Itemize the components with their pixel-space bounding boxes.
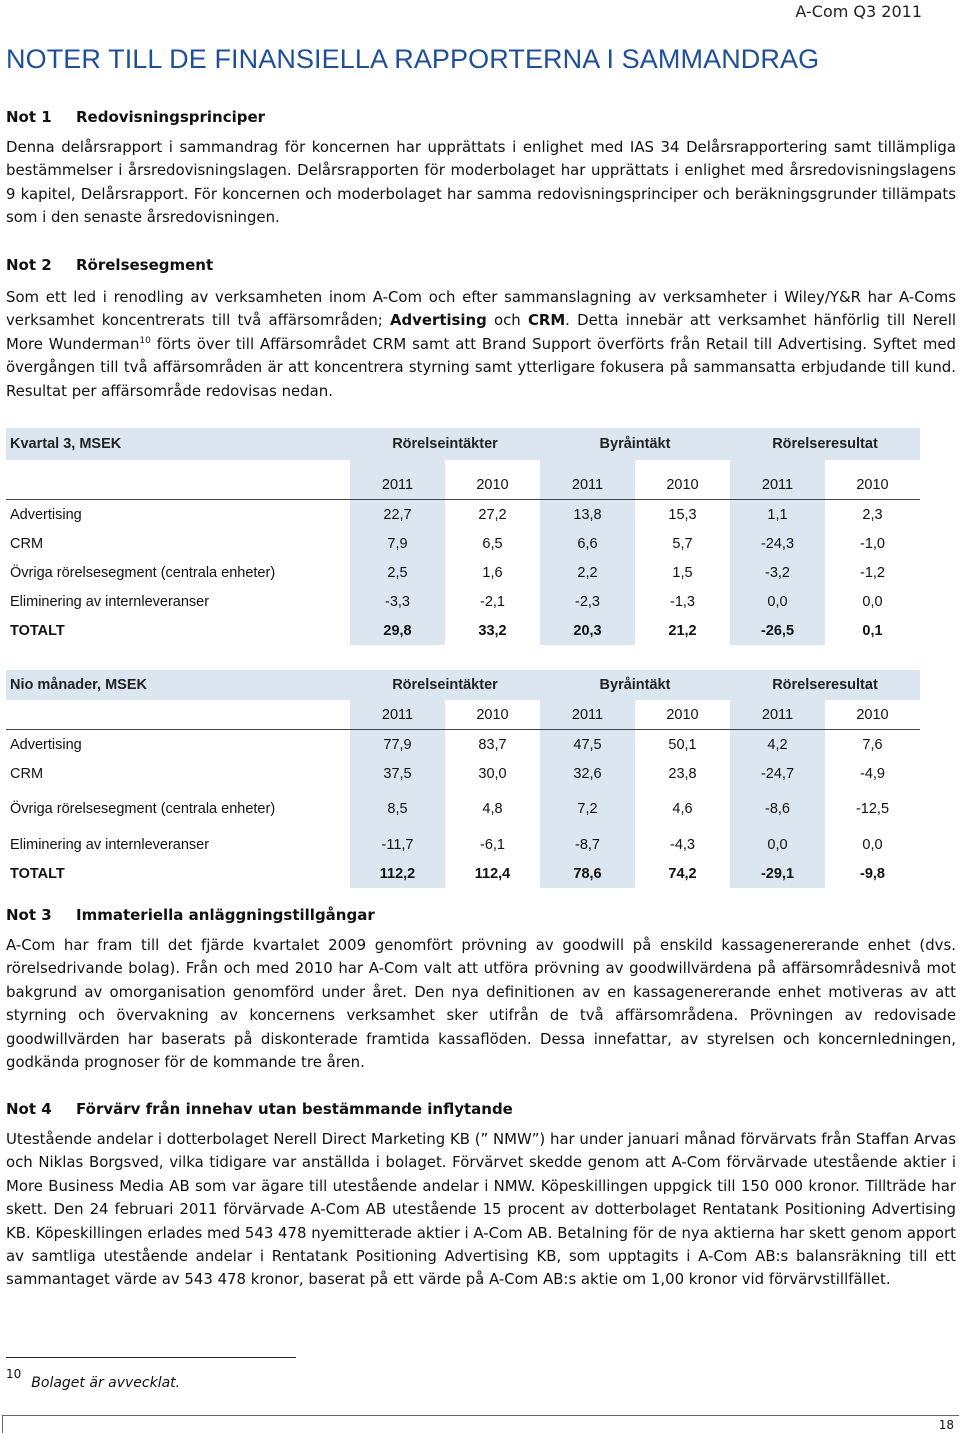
table-row [6, 759, 920, 788]
year-header: 2010 [856, 476, 889, 493]
note-2-text: Som ett led i renodling av verksamheten inom A-Com och efter sammanslagning av verksamheter i Wiley/Y&R har A-Coms verksamhet koncentrerats till två affärsområden; Advertising och CRM. Detta innebär att verksamhet hänförlig till Nerell More Wunderman$^{10}$ förts över till Affärsområdet CRM samt att Brand Support överförts från Retail till Advertising. Syftet med övergången till två affärsområden är att koncentrera styrning samt ytterligare fokusera på sammansatta erbjudande till kund. Resultat per affärsområde redovisas nedan. [6, 288, 956, 400]
cell-value: -4,9 [860, 765, 885, 782]
note-2-heading [6, 256, 213, 274]
table-row [6, 830, 920, 859]
table-title: Nio månader, MSEK [6, 670, 350, 700]
cell-value: -11,7 [350, 830, 445, 859]
table-header-row [6, 670, 920, 700]
cell-value: -8,7 [540, 830, 635, 859]
cell-value: 78,6 [540, 859, 635, 888]
table-header-row [6, 428, 920, 460]
cell-value: 0,0 [730, 830, 825, 859]
group-header: Rörelseintäkter [350, 428, 540, 460]
total-row [6, 859, 920, 888]
year-header: 2010 [666, 476, 699, 493]
cell-value: 112,2 [350, 859, 445, 888]
cell-value: 47,5 [540, 729, 635, 759]
year-row [6, 700, 920, 729]
cell-value: -8,6 [730, 788, 825, 830]
year-header: 2010 [476, 706, 509, 723]
cell-value: 22,7 [350, 499, 445, 529]
cell-value: 5,7 [672, 535, 693, 552]
cell-value: -24,3 [730, 529, 825, 558]
note-2-title: Rörelsesegment [76, 256, 214, 274]
row-label: Övriga rörelsesegment (centrala enheter) [10, 564, 276, 581]
cell-value: 4,8 [482, 801, 503, 817]
table-row [6, 529, 920, 558]
page-number: 18 [938, 1418, 954, 1432]
table-row [6, 558, 920, 587]
cell-value: -2,1 [480, 593, 505, 610]
footnote-divider [6, 1357, 296, 1358]
cell-value: 50,1 [635, 729, 730, 759]
cell-value: 21,2 [668, 622, 697, 639]
row-label: Advertising [6, 729, 350, 759]
cell-value: -29,1 [730, 859, 825, 888]
cell-value: 2,3 [825, 499, 920, 529]
cell-value: 1,5 [672, 564, 693, 581]
cell-value: 23,8 [668, 765, 697, 782]
cell-value: 15,3 [635, 499, 730, 529]
cell-value: 83,7 [445, 729, 540, 759]
cell-value: 1,1 [730, 499, 825, 529]
cell-value: 27,2 [445, 499, 540, 529]
page-title: NOTER TILL DE FINANSIELLA RAPPORTERNA I SAMMANDRAG [6, 44, 820, 74]
table-row [6, 587, 920, 616]
year-row [6, 470, 920, 499]
note-4-number: Not 4 [6, 1100, 52, 1118]
row-label: TOTALT [10, 622, 65, 639]
page-frame [2, 1415, 959, 1433]
row-label: TOTALT [10, 865, 65, 882]
cell-value: 4,2 [730, 729, 825, 759]
cell-value: -3,2 [730, 558, 825, 587]
cell-value: 0,0 [730, 587, 825, 616]
footnote-text: Bolaget är avvecklat. [31, 1375, 181, 1391]
cell-value: 4,6 [672, 801, 693, 817]
cell-value: 13,8 [540, 499, 635, 529]
row-label: Eliminering av internleveranser [10, 836, 210, 853]
note-1-text: Denna delårsrapport i sammandrag för koncernen har upprättats i enlighet med IAS 34 Delårsrapportering samt tillämpliga bestämmelser i årsredovisningslagen. Delårsrapporten för moderbolaget har upprättats i enlighet med årsredovisningslagens 9 kapitel, Delårsrapport. För koncernen och moderbolaget har samma redovisningsprinciper och beräkningsgrunder tillämpats som i den senaste årsredovisningen. [6, 138, 956, 227]
advertising-bold: Advertising [390, 311, 487, 330]
cell-value: -6,1 [480, 836, 505, 853]
group-header: Byråintäkt [540, 428, 730, 460]
row-label: Övriga rörelsesegment (centrala enheter) [10, 801, 276, 817]
cell-value: 37,5 [350, 759, 445, 788]
footnote [6, 1367, 181, 1391]
cell-value: 74,2 [668, 865, 697, 882]
note-4-title: Förvärv från innehav utan bestämmande inflytande [76, 1100, 513, 1118]
cell-value: 2,2 [540, 558, 635, 587]
crm-bold: CRM [527, 311, 566, 330]
note-3-title: Immateriella anläggningstillgångar [76, 906, 375, 924]
cell-value: 29,8 [350, 616, 445, 645]
year-header: 2010 [666, 706, 699, 723]
note-3-text: A-Com har fram till det fjärde kvartalet 2009 genomfört prövning av goodwill på enskild kassagenererande enhet (dvs. rörelsedrivande bolag). Från och med 2010 har A-Com valt att utföra prövning av goodwillvärdena på affärsområdesnivå mot bakgrund av omorganisation genomförd under året. Den nya definitionen av en kassagenererande enhet motiveras av att styrning och övervakning av koncernens verksamhet sker utifrån de två affärsområdena. Prövningen av redovisade goodwillvärden har baserats på diskonterade framtida kassaflöden. Dessa innefattar, av styrelsen och koncernledningen, godkända prognoser för de kommande tre åren. [6, 936, 956, 1072]
page-header: A-Com Q3 2011 [795, 2, 922, 21]
cell-value: 7,2 [540, 788, 635, 830]
cell-value: 1,6 [482, 564, 503, 581]
cell-value: 0,1 [862, 622, 883, 639]
year-header: 2011 [730, 470, 825, 499]
cell-value: 7,6 [825, 729, 920, 759]
year-header: 2010 [856, 706, 889, 723]
cell-value: -24,7 [730, 759, 825, 788]
cell-value: 32,6 [540, 759, 635, 788]
note-4-heading [6, 1100, 513, 1118]
table-row [6, 788, 920, 830]
group-header: Rörelseresultat [730, 428, 920, 460]
segment-table-9m [6, 670, 920, 888]
note-1-title: Redovisningsprinciper [76, 108, 266, 126]
cell-value: 7,9 [350, 529, 445, 558]
cell-value: 6,6 [540, 529, 635, 558]
year-header: 2011 [540, 700, 635, 729]
note-1-heading [6, 108, 265, 126]
cell-value: 30,0 [478, 765, 507, 782]
cell-value: 0,0 [862, 836, 883, 853]
cell-value: -2,3 [540, 587, 635, 616]
cell-value: -1,2 [860, 564, 885, 581]
row-label: Eliminering av internleveranser [10, 593, 210, 610]
group-header: Rörelseintäkter [350, 670, 540, 700]
cell-value: 112,4 [474, 865, 511, 882]
group-header: Byråintäkt [540, 670, 730, 700]
note-2-number: Not 2 [6, 256, 52, 274]
row-label: CRM [10, 765, 44, 782]
cell-value: 0,0 [862, 593, 883, 610]
note-3-heading [6, 906, 375, 924]
cell-value: 6,5 [482, 535, 503, 552]
cell-value: 20,3 [540, 616, 635, 645]
footnote-number: 10 [6, 1367, 22, 1381]
year-header: 2010 [476, 476, 509, 493]
cell-value: -3,3 [350, 587, 445, 616]
table-row [6, 729, 920, 759]
note-1-number: Not 1 [6, 108, 52, 126]
cell-value: -4,3 [670, 836, 695, 853]
table-title: Kvartal 3, MSEK [6, 428, 350, 460]
cell-value: -9,8 [860, 865, 885, 882]
year-header: 2011 [540, 470, 635, 499]
cell-value: 77,9 [350, 729, 445, 759]
cell-value: 33,2 [478, 622, 507, 639]
cell-value: -1,3 [670, 593, 695, 610]
group-header: Rörelseresultat [730, 670, 920, 700]
table-row [6, 499, 920, 529]
segment-table-q3 [6, 428, 920, 645]
row-label: Advertising [6, 499, 350, 529]
footnote-ref: 10 [139, 335, 151, 346]
cell-value: -1,0 [860, 535, 885, 552]
cell-value: -26,5 [730, 616, 825, 645]
note-3-number: Not 3 [6, 906, 52, 924]
cell-value: -12,5 [855, 801, 890, 817]
cell-value: 8,5 [350, 788, 445, 830]
spacer-row [6, 460, 920, 470]
row-label: CRM [10, 535, 44, 552]
year-header: 2011 [730, 700, 825, 729]
year-header: 2011 [350, 700, 445, 729]
note-4-text: Utestående andelar i dotterbolaget Nerell Direct Marketing KB (” NMW”) har under januari månad förvärvats från Staffan Arvas och Niklas Borgsved, vilka tidigare var anställda i bolaget. Förvärvet skedde genom att A-Com förvärvade utestående aktier i More Business Media AB som var ägare till utestående andelar i NMW. Köpeskillingen uppgick till 150 000 kronor. Tillträde har skett. Den 24 februari 2011 förvärvade A-Com AB utestående 15 procent av dotterbolaget Rentatank Positioning Advertising KB. Köpeskillingen erlades med 543 478 nyemitterade aktier i A-Com AB. Betalning för de nya aktierna har skett genom apport av samtliga utestående andelar i Rentatank Positioning Advertising KB, som upptagits i A-Com AB:s balansräkning till ett sammantaget värde av 543 478 kronor, baserat på ett värde på A-Com AB:s aktie om 1,00 kronor vid förvärvstillfället. [6, 1130, 956, 1289]
year-header: 2011 [350, 470, 445, 499]
total-row [6, 616, 920, 645]
cell-value: 2,5 [350, 558, 445, 587]
